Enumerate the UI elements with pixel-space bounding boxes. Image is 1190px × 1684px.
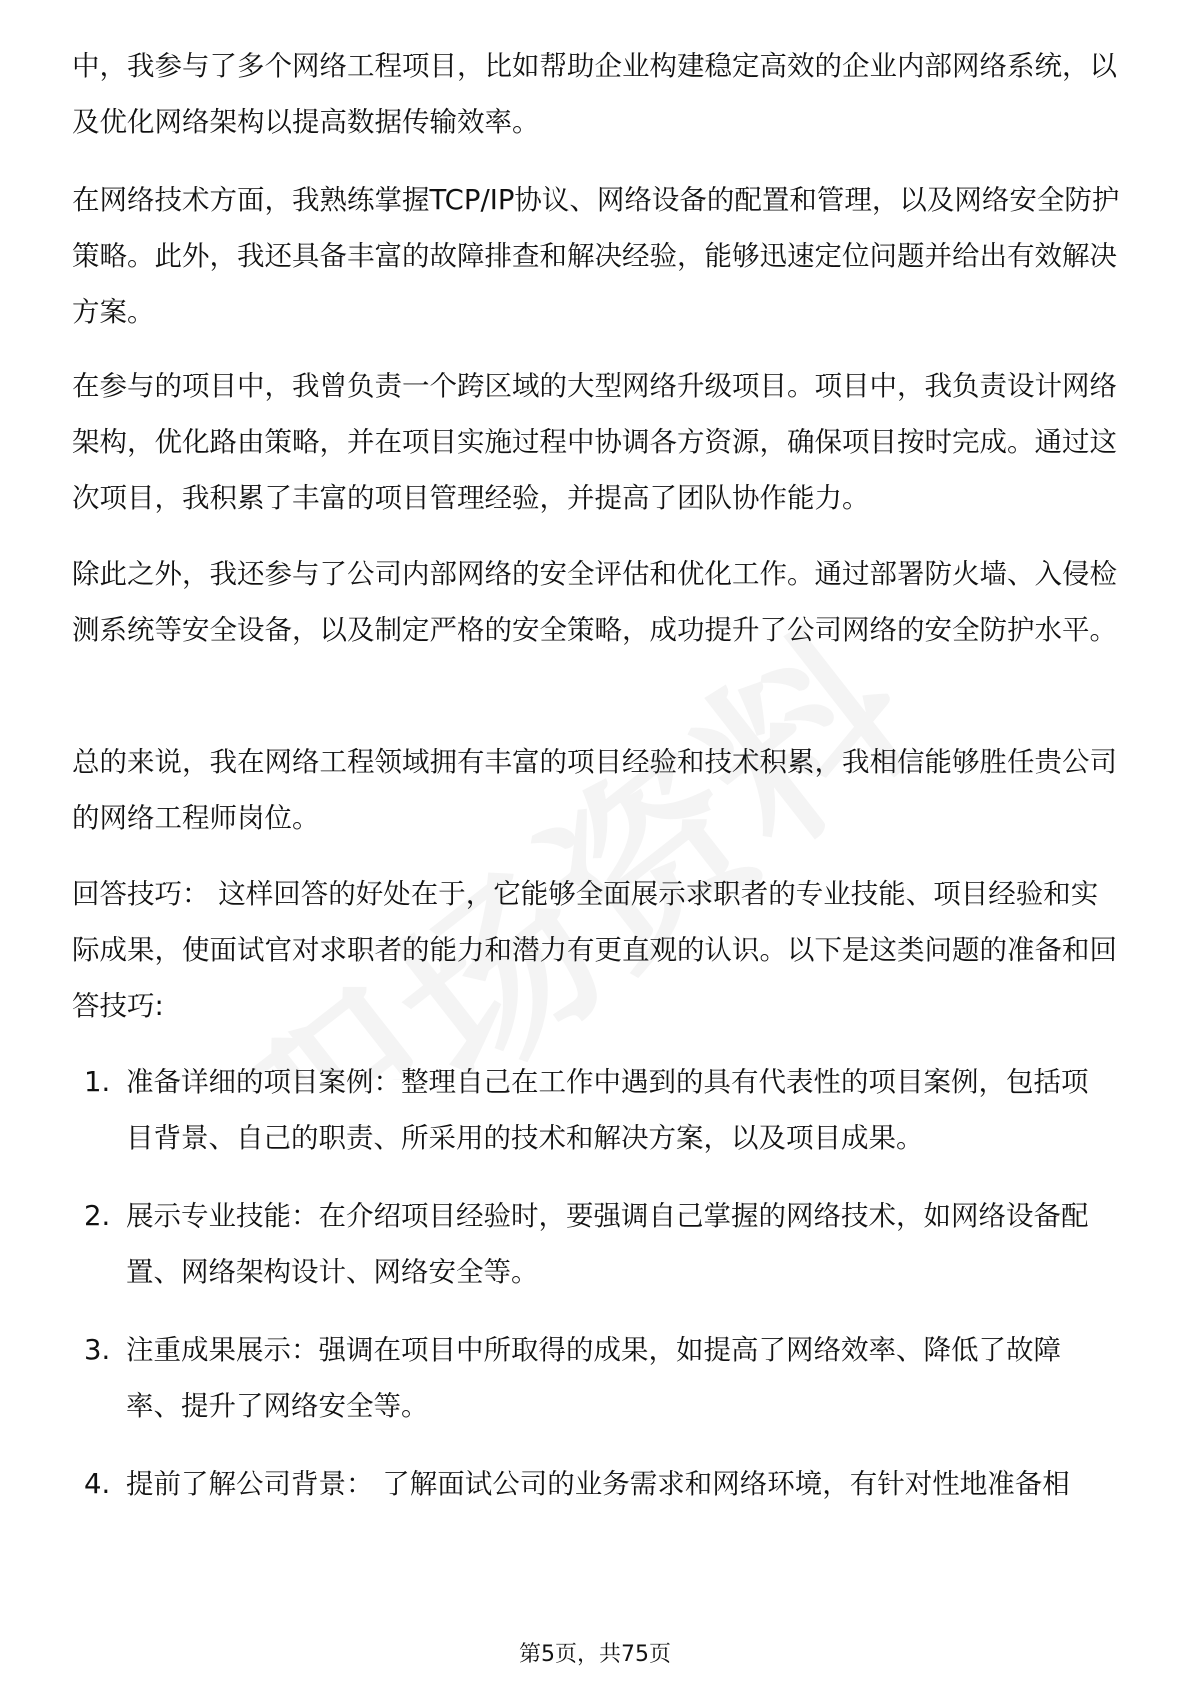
list-item — [84, 1054, 1114, 1166]
paragraph-tips: 回答技巧： 这样回答的好处在于，它能够全面展示求职者的专业技能、项目经验和实际成果，使面试官对求职者的能力和潜力有更直观的认识。以下是这类问题的准备和回答技巧: — [72, 878, 1117, 1022]
paragraph-1: 中，我参与了多个网络工程项目，比如帮助企业构建稳定高效的企业内部网络系统，以及优化网络架构以提高数据传输效率。 — [72, 50, 1117, 138]
list-text: 准备详细的项目案例：整理自己在工作中遇到的具有代表性的项目案例，包括项目背景、自己的职责、所采用的技术和解决方案，以及项目成果。 — [126, 1066, 1089, 1154]
list-number: 3. — [84, 1334, 111, 1366]
paragraph-3: 在参与的项目中，我曾负责一个跨区域的大型网络升级项目。项目中，我负责设计网络架构，优化路由策略，并在项目实施过程中协调各方资源，确保项目按时完成。通过这次项目，我积累了丰富的项目管理经验，并提高了团队协作能力。 — [72, 370, 1117, 514]
paragraph-4: 除此之外，我还参与了公司内部网络的安全评估和优化工作。通过部署防火墙、入侵检测系统等安全设备，以及制定严格的安全策略，成功提升了公司网络的安全防护水平。 — [72, 558, 1117, 646]
page-footer: 第5页，共75页 — [519, 1642, 671, 1667]
list-item — [84, 1456, 1114, 1512]
list-text: 展示专业技能：在介绍项目经验时，要强调自己掌握的网络技术，如网络设备配置、网络架构设计、网络安全等。 — [126, 1200, 1089, 1288]
list-number: 2. — [84, 1200, 111, 1232]
paragraph-2: 在网络技术方面，我熟练掌握TCP/IP协议、网络设备的配置和管理，以及网络安全防护策略。此外，我还具备丰富的故障排查和解决经验，能够迅速定位问题并给出有效解决方案。 — [72, 184, 1120, 328]
paragraph-5: 总的来说，我在网络工程领域拥有丰富的项目经验和技术积累，我相信能够胜任贵公司的网络工程师岗位。 — [72, 746, 1117, 834]
list-number: 4. — [84, 1468, 111, 1500]
list-text: 注重成果展示：强调在项目中所取得的成果，如提高了网络效率、降低了故障率、提升了网络安全等。 — [126, 1334, 1061, 1422]
list-number: 1. — [84, 1066, 111, 1098]
list-item — [84, 1188, 1114, 1300]
list-item — [84, 1322, 1114, 1434]
list-text: 提前了解公司背景： 了解面试公司的业务需求和网络环境，有针对性地准备相 — [126, 1468, 1070, 1500]
